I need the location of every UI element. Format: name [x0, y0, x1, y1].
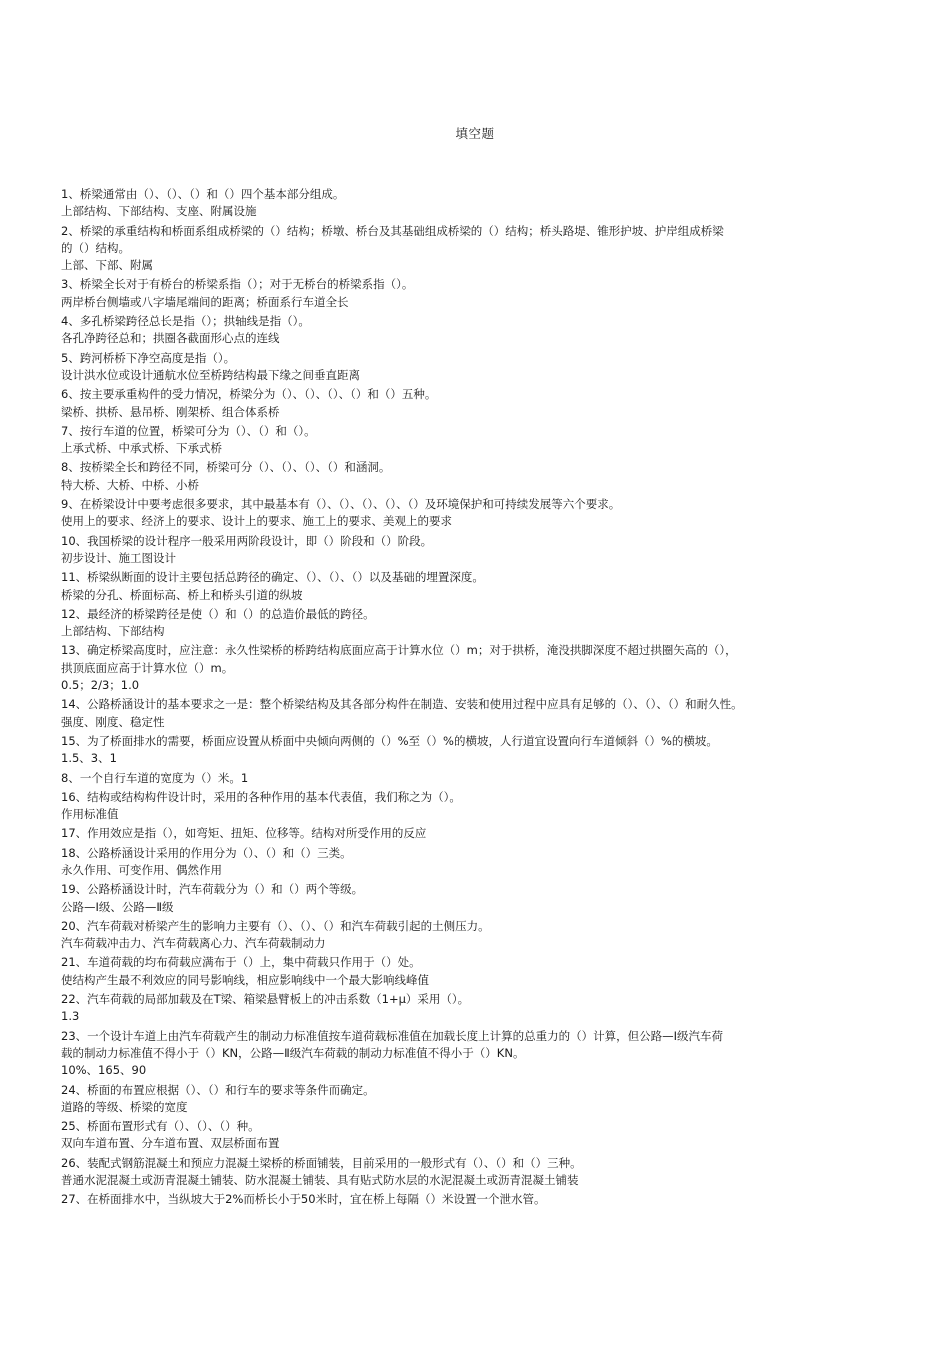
text-line: 4、多孔桥梁跨径总长是指（）；拱轴线是指（）。	[61, 314, 310, 329]
text-line: 道路的等级、桥梁的宽度	[61, 1099, 188, 1114]
text-line: 18、公路桥涵设计采用的作用分为（）、（）和（）三类。	[61, 845, 352, 860]
text-line: 8、按桥梁全长和跨径不同，桥梁可分（）、（）、（）、（）和涵洞。	[61, 460, 391, 475]
text-line: 使结构产生最不利效应的同号影响线，相应影响线中一个最大影响线峰值	[61, 972, 429, 987]
text-line: 强度、刚度、稳定性	[61, 714, 165, 729]
text-line: 作用标准值	[61, 807, 119, 822]
text-line: 公路—Ⅰ级、公路—Ⅱ级	[61, 899, 174, 914]
text-line: 21、车道荷载的均布荷载应满布于（）上，集中荷载只作用于（）处。	[61, 955, 421, 970]
text-line: 5、跨河桥桥下净空高度是指（）。	[61, 350, 236, 365]
text-line: 3、桥梁全长对于有桥台的桥梁系指（）；对于无桥台的桥梁系指（）。	[61, 277, 414, 292]
text-line: 特大桥、大桥、中桥、小桥	[61, 477, 199, 492]
text-line: 13、确定桥梁高度时，应注意：永久性梁桥的桥跨结构底面应高于计算水位（）m；对于拱桥，淹没拱脚深度不超过拱圈矢高的（），	[61, 643, 737, 658]
text-line: 汽车荷载冲击力、汽车荷载离心力、汽车荷载制动力	[61, 936, 326, 951]
text-line: 27、在桥面排水中，当纵坡大于2%而桥长小于50米时，宜在桥上每隔（）米设置一个泄水管。	[61, 1192, 546, 1207]
text-line: 梁桥、拱桥、悬吊桥、刚架桥、组合体系桥	[61, 404, 280, 419]
text-line: 20、汽车荷载对桥梁产生的影响力主要有（）、（）、（）和汽车荷载引起的土侧压力。	[61, 918, 490, 933]
text-line: 2、桥梁的承重结构和桥面系组成桥梁的（）结构；桥墩、桥台及其基础组成桥梁的（）结构；桥头路堤、锥形护坡、护岸组成桥梁	[61, 223, 724, 238]
text-line: 9、在桥梁设计中要考虑很多要求，其中最基本有（）、（）、（）、（）、（）及环境保护和可持续发展等六个要求。	[61, 497, 621, 512]
text-line: 14、公路桥涵设计的基本要求之一是：整个桥梁结构及其各部分构件在制造、安装和使用过程中应具有足够的（）、（）、（）和耐久性。	[61, 697, 743, 712]
text-line: 初步设计、施工图设计	[61, 550, 176, 565]
text-line: 17、作用效应是指（），如弯矩、扭矩、位移等。结构对所受作用的反应	[61, 826, 427, 841]
text-line: 上部结构、下部结构	[61, 624, 165, 639]
text-line: 上承式桥、中承式桥、下承式桥	[61, 441, 222, 456]
text-line: 设计洪水位或设计通航水位至桥跨结构最下缘之间垂直距离	[61, 367, 360, 382]
text-line: 双向车道布置、分车道布置、双层桥面布置	[61, 1136, 280, 1151]
text-line: 载的制动力标准值不得小于（）KN，公路—Ⅱ级汽车荷载的制动力标准值不得小于（）KN。	[61, 1045, 525, 1060]
text-line: 15、为了桥面排水的需要，桥面应设置从桥面中央倾向两侧的（）%至（）%的横坡，人行道宜设置向行车道倾斜（）%的横坡。	[61, 733, 718, 748]
text-line: 使用上的要求、经济上的要求、设计上的要求、施工上的要求、美观上的要求	[61, 514, 452, 529]
text-line: 永久作用、可变作用、偶然作用	[61, 862, 222, 877]
text-line: 拱顶底面应高于计算水位（）m。	[61, 660, 234, 675]
text-line: 6、按主要承重构件的受力情况，桥梁分为（）、（）、（）、（）和（）五种。	[61, 387, 437, 402]
text-line: 10、我国桥梁的设计程序一般采用两阶段设计，即（）阶段和（）阶段。	[61, 533, 433, 548]
text-line: 0.5；2/3；1.0	[61, 678, 140, 693]
text-line: 25、桥面布置形式有（）、（）、（）种。	[61, 1119, 260, 1134]
text-line: 上部结构、下部结构、支座、附属设施	[61, 204, 257, 219]
text-line: 22、汽车荷载的局部加载及在T梁、箱梁悬臂板上的冲击系数（1+μ）采用（）。	[61, 992, 470, 1007]
question-list	[61, 186, 891, 1209]
text-line: 10%、165、90	[61, 1063, 147, 1078]
text-line: 19、公路桥涵设计时，汽车荷载分为（）和（）两个等级。	[61, 882, 364, 897]
text-line: 8、一个自行车道的宽度为（）米。1	[61, 770, 249, 785]
text-line: 1.5、3、1	[61, 751, 117, 766]
text-line: 12、最经济的桥梁跨径是使（）和（）的总造价最低的跨径。	[61, 606, 375, 621]
text-line: 1、桥梁通常由（）、（）、（）和（）四个基本部分组成。	[61, 187, 345, 201]
page-title: 填空题	[455, 126, 495, 141]
text-line: 各孔净跨径总和；拱圈各截面形心点的连线	[61, 331, 280, 346]
text-line: 11、桥梁纵断面的设计主要包括总跨径的确定、（）、（）、（）以及基础的埋置深度。	[61, 570, 484, 585]
text-line: 7、按行车道的位置，桥梁可分为（）、（）和（）。	[61, 423, 316, 438]
text-line: 普通水泥混凝土或沥青混凝土铺装、防水混凝土铺装、具有贴式防水层的水泥混凝土或沥青混凝土铺装	[61, 1173, 579, 1188]
text-line: 24、桥面的布置应根据（）、（）和行车的要求等条件而确定。	[61, 1082, 375, 1097]
text-line: 上部、下部、附属	[61, 258, 153, 273]
text-line: 桥梁的分孔、桥面标高、桥上和桥头引道的纵坡	[61, 587, 303, 602]
text-line: 两岸桥台侧墙或八字墙尾端间的距离；桥面系行车道全长	[61, 294, 349, 309]
text-line: 的（）结构。	[61, 240, 130, 255]
text-line: 23、一个设计车道上由汽车荷载产生的制动力标准值按车道荷载标准值在加载长度上计算的总重力的（）计算，但公路—Ⅰ级汽车荷	[61, 1028, 724, 1043]
text-line: 26、装配式钢筋混凝土和预应力混凝土梁桥的桥面铺装，目前采用的一般形式有（）、（）和（）三种。	[61, 1155, 582, 1170]
text-line: 1.3	[61, 1009, 80, 1024]
text-line: 16、结构或结构构件设计时，采用的各种作用的基本代表值，我们称之为（）。	[61, 789, 461, 804]
